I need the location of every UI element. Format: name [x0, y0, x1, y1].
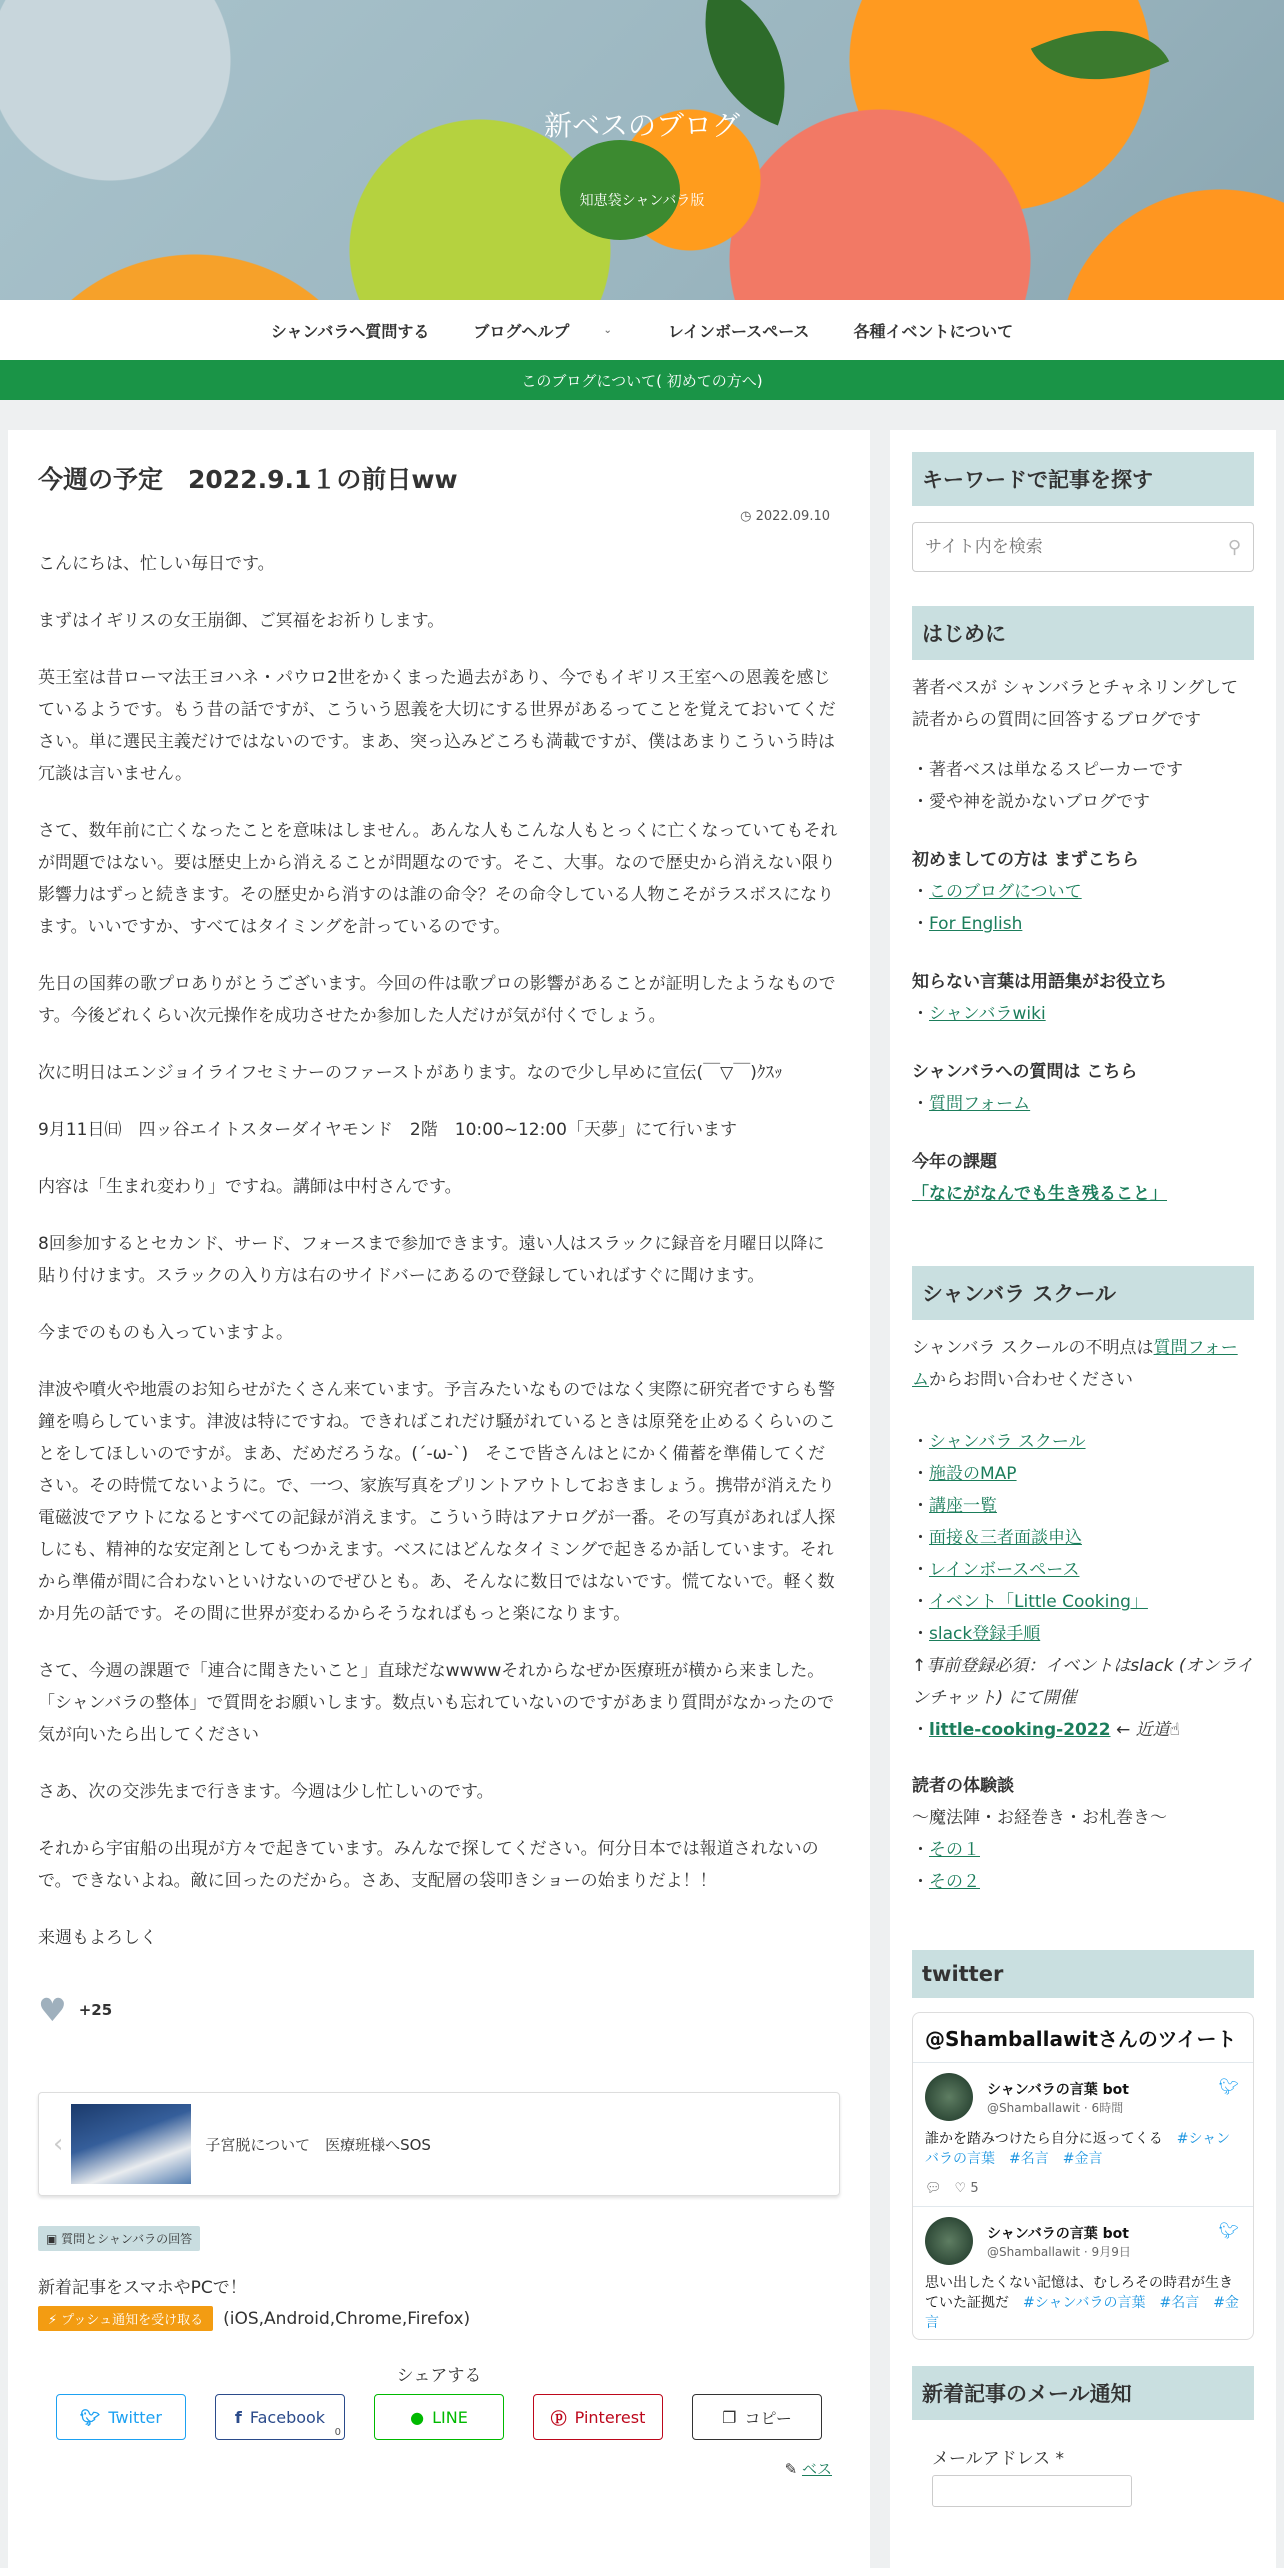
reply-icon[interactable]: 💬︎ — [925, 2181, 942, 2196]
notice-bar[interactable]: このブログについて( 初めての方へ) — [0, 360, 1284, 400]
paragraph: 次に明日はエンジョイライフセミナーのファーストがあります。なので少し早めに宣伝(￣▽￣)ｸｽｯ — [38, 1063, 783, 1083]
intro-bullet: ・愛や神を説かないブログです — [912, 792, 1150, 812]
folder-icon: ▣ — [46, 2232, 62, 2246]
global-nav — [0, 300, 1284, 360]
school-intro-a: シャンバラ スクールの不明点は — [912, 1338, 1154, 1358]
tweet-hashtags[interactable]: #シャンバラの言葉 #名言 #金言 — [925, 2295, 1239, 2331]
paragraph: 今までのものも入っていますよ。 — [38, 1323, 293, 1343]
share-copy-button[interactable] — [692, 2394, 822, 2440]
push-notification-button[interactable] — [38, 2306, 213, 2331]
paragraph: まずはイギリスの女王崩御、ご冥福をお祈りします。 — [38, 611, 445, 631]
tweet-author — [973, 2223, 1131, 2260]
author-line — [38, 2458, 840, 2479]
share-title: シェアする — [396, 2366, 482, 2386]
school-link[interactable]: シャンバラ スクール — [929, 1432, 1086, 1452]
theme-row — [912, 1178, 1254, 1210]
facility-map-link[interactable]: 施設のMAP — [929, 1464, 1017, 1484]
school-link-row: ・slack登録手順 — [912, 1624, 1041, 1644]
tweet-body: 思い出したくない記憶は、むしろその時君が生きていた証拠だ — [925, 2275, 1233, 2311]
share-copy-label: コピー — [744, 2408, 792, 2428]
tweet-header — [925, 2073, 1241, 2121]
glossary-heading: 知らない言葉は用語集がお役立ち — [912, 972, 1167, 992]
question-form-link[interactable]: 質問フォーム — [929, 1094, 1031, 1114]
paragraph: 津波や噴火や地震のお知らせがたくさん来ています。予言みたいなものではなく実際に研究者ですらも警鐘を鳴らしています。津波は特にですね。できればこれだけ騒がれているときは原発を止めるくらいのことをしてほしいのですが。まあ、だめだろうな。(´-ω-`) そこで皆さんはとにかく備蓄を準備してください。その時慌てないように。で、一つ、家族写真をプリントアウトしておきましょう。携帯が消えたり電磁波でアウトになるとすべての記録が消えます。こういう時はアナログが一番。その写真があれば人探しにも、精神的な安定剤としてもつかえます。ベスにはどんなタイミングで起きるか話しています。それから準備が間に合わないといけないのでぜひとも。あ、そんなに数日ではないです。慌てないで。軽く数か月先の話です。その間に世界が変わるからそうなればもっと楽になります。 — [38, 1380, 836, 1624]
line-icon: ● — [410, 2407, 425, 2427]
paragraph: こんにちは、忙しい毎日です。 — [38, 554, 275, 574]
nav-item-help-label: ブログヘルプ — [473, 321, 570, 341]
tweet-header — [925, 2217, 1241, 2265]
reader-link-1[interactable]: その１ — [929, 1840, 980, 1860]
school-link-row: ・講座一覧 — [912, 1496, 997, 1516]
intro-text: 著者ベスが シャンバラとチャネリングして 読者からの質問に回答するブログです — [912, 678, 1239, 730]
school-link-row: ・イベント「Little Cooking」 — [912, 1592, 1148, 1612]
school-intro — [912, 1332, 1254, 1396]
share-twitter-button[interactable] — [56, 2394, 186, 2440]
school-note: ↑事前登録必須：イベントはslack (オンラインチャット) にて開催 — [912, 1656, 1253, 1708]
school-link-row: ・面接＆三者面談申込 — [912, 1528, 1082, 1548]
post-date-text: 2022.09.10 — [755, 509, 830, 524]
main-article — [8, 430, 870, 2568]
chevron-left-icon: ‹ — [53, 2129, 64, 2159]
like-row — [38, 1991, 840, 2029]
paragraph: それから宇宙船の出現が方々で起きています。みんなで探してください。何分日本では報道されないので。できないよね。敵に回ったのだから。さあ、支配層の袋叩きショーの始まりだよ！！ — [38, 1839, 819, 1891]
school-widget-title: シャンバラ スクール — [912, 1266, 1254, 1320]
share-facebook-button[interactable] — [215, 2394, 345, 2440]
school-link-row: ・レインボースペース — [912, 1560, 1080, 1580]
avatar[interactable] — [925, 2073, 973, 2121]
school-question-form-link[interactable]: 質問フォーム — [912, 1338, 1238, 1390]
post-title: 今週の予定 2022.9.1１の前日ww — [38, 465, 458, 494]
glossary-link-row: ・シャンバラwiki — [912, 1004, 1046, 1024]
school-event-row: ・little-cooking-2022 ← 近道☝ — [912, 1720, 1180, 1740]
twitter-timeline[interactable] — [912, 2012, 1254, 2340]
site-header — [0, 0, 1284, 300]
twitter-bird-icon: 🐦︎ — [1218, 2221, 1239, 2240]
nav-item-events[interactable]: 各種イベントについて — [853, 321, 1014, 341]
mail-label: メールアドレス * — [932, 2449, 1065, 2469]
tweet-handle: @Shamballawit · 6時間 — [987, 2100, 1124, 2115]
rainbow-space-link[interactable]: レインボースペース — [929, 1560, 1080, 1580]
question-heading: シャンバラへの質問は こちら — [912, 1062, 1138, 1082]
chevron-down-icon: ⌄ — [603, 324, 612, 336]
school-link-row: ・施設のMAP — [912, 1464, 1017, 1484]
push-button-label: プッシュ通知を受け取る — [61, 2313, 204, 2328]
first-time-link-row: ・このブログについて — [912, 882, 1082, 902]
avatar[interactable] — [925, 2217, 973, 2265]
search-widget-title: キーワードで記事を探す — [912, 452, 1254, 506]
search-box — [912, 522, 1254, 572]
theme-heading: 今年の課題 — [912, 1152, 997, 1172]
tweet-author — [973, 2079, 1129, 2116]
bolt-icon: ⚡ — [48, 2313, 62, 2328]
post-content — [38, 548, 840, 1954]
tweet-text — [925, 2129, 1241, 2169]
search-input[interactable] — [925, 537, 1205, 557]
category-label: 質問とシャンバラの回答 — [61, 2232, 193, 2246]
prev-post-card[interactable] — [38, 2092, 840, 2196]
nav-item-help[interactable] — [473, 319, 623, 342]
intro-bullet: ・著者ベスは単なるスピーカーです — [912, 760, 1183, 780]
paragraph: さあ、次の交渉先まで行きます。今週は少し忙しいのです。 — [38, 1782, 494, 1802]
share-line-label: LINE — [432, 2407, 468, 2427]
tweet[interactable] — [913, 2063, 1253, 2207]
facebook-share-count: 0 — [334, 2427, 341, 2438]
tweet-name: シャンバラの言葉 bot — [987, 2081, 1129, 2098]
timeline-title: @Shamballawitさんのツイート — [913, 2013, 1253, 2063]
facebook-icon: f — [234, 2407, 242, 2427]
nav-item-rainbow[interactable]: レインボースペース — [667, 321, 810, 341]
for-english-link[interactable]: For English — [929, 914, 1023, 934]
push-row — [38, 2306, 840, 2331]
paragraph: さて、数年前に亡くなったことを意味はしません。あんな人もこんな人もとっくに亡くなっていてもそれが問題ではない。要は歴史上から消えることが問題なのです。そこ、大事。なので歴史から消えない限り影響力はずっと続きます。その歴史から消すのは誰の命令？その命令している人物こそがラスボスになります。いいですか、すべてはタイミングを計っているのです。 — [38, 821, 838, 937]
share-line-button[interactable] — [374, 2394, 504, 2440]
slack-link[interactable]: slack登録手順 — [929, 1624, 1041, 1644]
share-twitter-label: Twitter — [108, 2407, 162, 2427]
tweet-hashtags[interactable]: #シャンバラの言葉 #名言 #金言 — [925, 2131, 1231, 2167]
like-icon[interactable]: ♡ — [954, 2181, 967, 2196]
school-links — [912, 1426, 1254, 1650]
tweet-body: 誰かを踏みつけたら自分に返ってくる — [925, 2131, 1163, 2147]
tweet-like-count: 5 — [970, 2181, 979, 2196]
share-pinterest-button[interactable] — [533, 2394, 663, 2440]
interview-link[interactable]: 面接＆三者面談申込 — [929, 1528, 1082, 1548]
paragraph: 先日の国葬の歌プロありがとうございます。今回の件は歌プロの影響があることが証明したようなものです。今後どれくらい次元操作を成功させたか参加した人だけが気が付くでしょう。 — [38, 974, 836, 1026]
reader-link-row: ・その１ — [912, 1840, 980, 1860]
prev-post-thumbnail — [71, 2104, 191, 2184]
about-blog-link[interactable]: このブログについて — [929, 882, 1082, 902]
push-line: 新着記事をスマホやPCで！ — [38, 2278, 247, 2298]
pinterest-icon: ⓟ — [550, 2408, 567, 2428]
reader-sub: 〜魔法陣・お経巻き・お札巻き〜 — [912, 1808, 1167, 1828]
push-note: (iOS,Android,Chrome,Firefox) — [223, 2308, 471, 2329]
intro-widget-title: はじめに — [912, 606, 1254, 660]
post-date — [38, 509, 840, 524]
school-intro-b: からお問い合わせください — [929, 1370, 1133, 1390]
twitter-bird-icon: 🐦︎ — [1218, 2077, 1239, 2096]
like-count: +25 — [78, 2001, 113, 2019]
tweet-handle: @Shamballawit · 9月9日 — [987, 2244, 1131, 2259]
first-time-link-row: ・For English — [912, 914, 1023, 934]
share-facebook-label: Facebook — [249, 2407, 326, 2427]
category-tag[interactable] — [38, 2226, 200, 2251]
school-event-note: ← 近道☝ — [1115, 1720, 1180, 1740]
little-cooking-link[interactable]: イベント「Little Cooking」 — [929, 1592, 1148, 1612]
share-buttons — [38, 2394, 840, 2440]
pencil-icon: ✎ — [784, 2460, 802, 2478]
paragraph: 9月11日㈰ 四ッ谷エイトスターダイヤモンド 2階 10:00~12:00「天夢」にて行います — [38, 1120, 737, 1140]
mail-widget-title: 新着記事のメール通知 — [912, 2366, 1254, 2420]
first-time-heading: 初めましての方は まずこちら — [912, 850, 1139, 870]
paragraph: 8回参加するとセカンド、サード、フォースまで参加できます。遠い人はスラックに録音を月曜日以降に貼り付けます。スラックの入り方は右のサイドバーにあるので登録していればすぐに聞けます。 — [38, 1234, 825, 1286]
sidebar — [890, 430, 1276, 2568]
leaf-decoration — [1031, 0, 1169, 112]
school-link-row: ・シャンバラ スクール — [912, 1432, 1086, 1452]
tweet[interactable] — [913, 2207, 1253, 2340]
paragraph: 英王室は昔ローマ法王ヨハネ・パウロ2世をかくまった過去があり、今でもイギリス王室への恩義を感じているようです。もう昔の話ですが、こういう恩義を大切にする世界があるってことを覚えておいてください。単に選民主義だけではないのです。まあ、突っ込みどころも満載ですが、僕はあまりこういう時は冗談は言いません。 — [38, 668, 836, 784]
author-link[interactable]: ベス — [801, 2460, 832, 2478]
wiki-link[interactable]: シャンバラwiki — [929, 1004, 1046, 1024]
theme-link[interactable]: 「なにがなんでも生き残ること」 — [912, 1184, 1167, 1204]
site-subtitle: 知恵袋シャンバラ版 — [579, 193, 705, 209]
reader-link-2[interactable]: その２ — [929, 1872, 980, 1892]
paragraph: 内容は「生まれ変わり」ですね。講師は中村さんです。 — [38, 1177, 462, 1197]
nav-item-question[interactable]: シャンバラへ質問する — [270, 321, 430, 341]
tweet-name: シャンバラの言葉 bot — [987, 2225, 1129, 2242]
question-link-row: ・質問フォーム — [912, 1094, 1031, 1114]
tweet-text — [925, 2273, 1241, 2333]
tweet-actions — [925, 2177, 1241, 2196]
clock-icon: ◷ — [740, 509, 756, 524]
paragraph: さて、今週の課題で「連合に聞きたいこと」直球だなwwwwそれからなぜか医療班が横から来ました。「シャンバラの整体」で質問をお願いします。数点いも忘れていないのですがあまり質問がなかったので気が向いたら出してください — [38, 1661, 835, 1745]
heart-icon[interactable]: ♥ — [38, 1991, 67, 2029]
prev-post-title: 子宮脱について 医療班様へSOS — [205, 2135, 431, 2154]
email-field[interactable] — [932, 2475, 1132, 2507]
search-icon[interactable]: ⚲ — [1227, 536, 1241, 558]
little-cooking-2022-link[interactable]: little-cooking-2022 — [929, 1720, 1111, 1740]
twitter-widget-title: twitter — [912, 1950, 1254, 1998]
paragraph: 来週もよろしく — [38, 1928, 157, 1948]
copy-icon: ❐ — [722, 2407, 737, 2427]
course-list-link[interactable]: 講座一覧 — [929, 1496, 997, 1516]
site-title[interactable]: 新ベスのブログ — [543, 109, 740, 142]
reader-link-row: ・その２ — [912, 1872, 980, 1892]
share-pinterest-label: Pinterest — [574, 2407, 646, 2427]
reader-heading: 読者の体験談 — [912, 1776, 1014, 1796]
twitter-icon: 🐦︎ — [80, 2407, 101, 2427]
